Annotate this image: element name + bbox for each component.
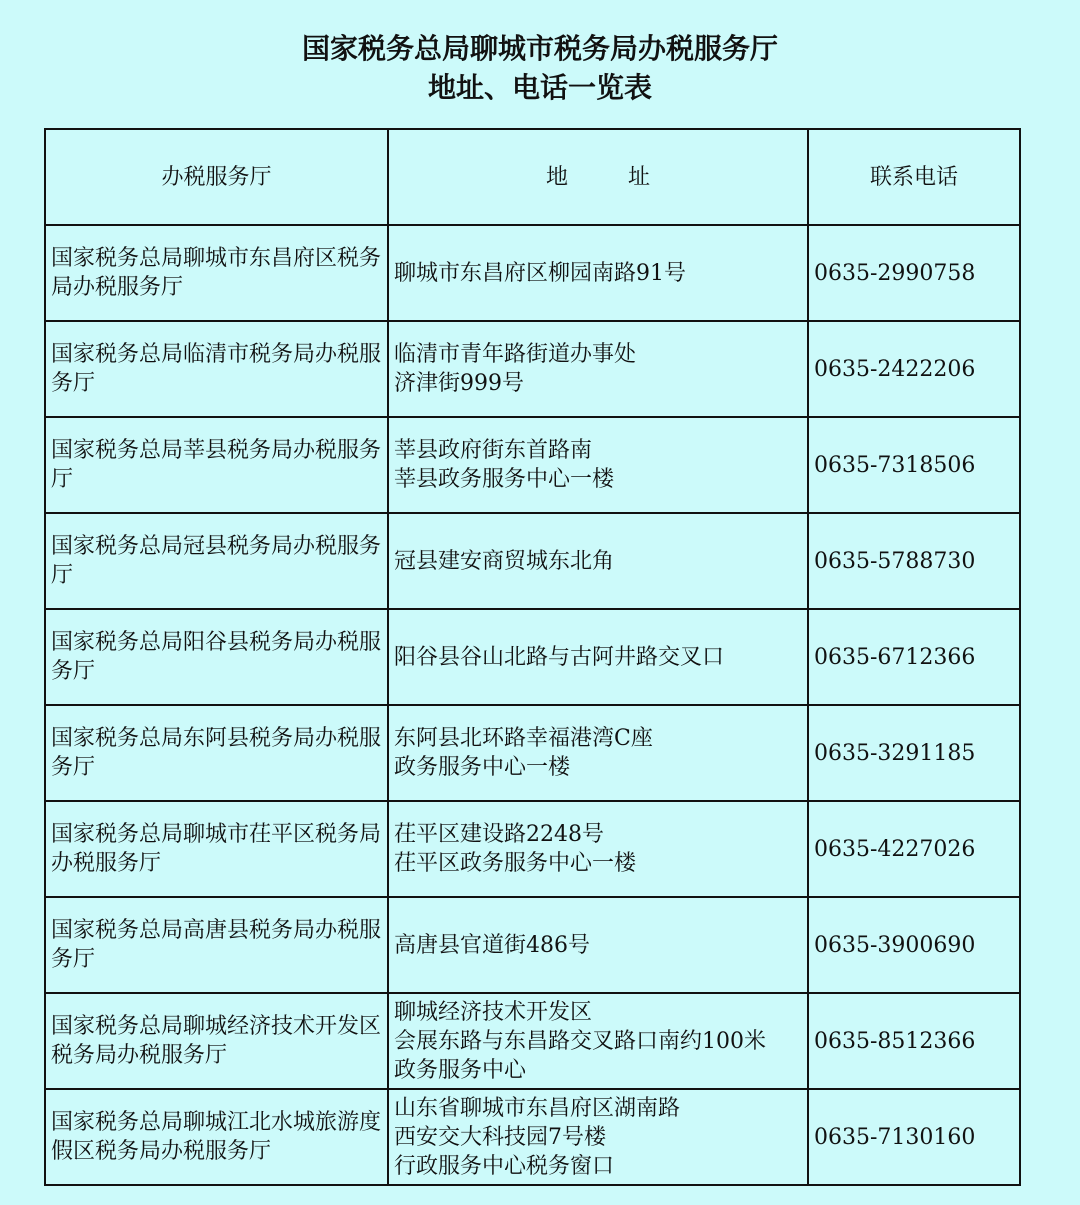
hall-phone: 0635-7318506: [808, 417, 1020, 513]
address-line: 高唐县官道街486号: [394, 932, 590, 958]
hall-phone: 0635-5788730: [808, 513, 1020, 609]
hall-name: 国家税务总局东阿县税务局办税服务厅: [45, 705, 388, 801]
hall-phone: 0635-2422206: [808, 321, 1020, 417]
address-line: 政务服务中心一楼: [394, 755, 571, 780]
hall-address: [388, 321, 808, 417]
address-line: 茌平区建设路2248号: [394, 822, 604, 847]
tax-hall-table: [44, 128, 1021, 1186]
table-row: [45, 609, 1020, 705]
table-row: [45, 897, 1020, 993]
hall-name: 国家税务总局聊城经济技术开发区税务局办税服务厅: [45, 993, 388, 1089]
hall-phone: 0635-2990758: [808, 225, 1020, 321]
hall-name: 国家税务总局聊城江北水城旅游度假区税务局办税服务厅: [45, 1089, 388, 1185]
address-line: 莘县政府街东首路南: [394, 438, 593, 463]
address-line: 聊城市东昌府区柳园南路91号: [394, 260, 686, 286]
hall-address: [388, 897, 808, 993]
page-subtitle: 地址、电话一览表: [427, 71, 652, 104]
address-line: 茌平区政务服务中心一楼: [394, 851, 637, 876]
hall-phone: 0635-8512366: [808, 993, 1020, 1089]
address-line: 政务服务中心: [394, 1057, 527, 1083]
header-phone: 联系电话: [808, 129, 1020, 225]
address-line: 阳谷县谷山北路与古阿井路交叉口: [394, 644, 725, 670]
address-line: 济津街999号: [394, 371, 524, 396]
address-line: 聊城经济技术开发区: [394, 999, 593, 1025]
hall-phone: 0635-6712366: [808, 609, 1020, 705]
address-line: 东阿县北环路幸福港湾C座: [394, 726, 653, 751]
hall-address: [388, 801, 808, 897]
header-address-right: 址: [628, 164, 651, 190]
hall-phone: 0635-3900690: [808, 897, 1020, 993]
hall-address: [388, 513, 808, 609]
header-hall: 办税服务厅: [45, 129, 388, 225]
hall-address: [388, 1089, 808, 1185]
hall-name: 国家税务总局阳谷县税务局办税服务厅: [45, 609, 388, 705]
table-row: [45, 417, 1020, 513]
address-line: 会展东路与东昌路交叉路口南约100米: [394, 1028, 766, 1054]
address-line: 西安交大科技园7号楼: [394, 1124, 606, 1150]
header-address: [388, 129, 808, 225]
hall-name: 国家税务总局莘县税务局办税服务厅: [45, 417, 388, 513]
header-address-left: 地: [545, 164, 568, 190]
table-row: [45, 513, 1020, 609]
hall-address: [388, 993, 808, 1089]
address-line: 冠县建安商贸城东北角: [394, 548, 615, 574]
address-line: 山东省聊城市东昌府区湖南路: [394, 1095, 681, 1121]
hall-address: [388, 417, 808, 513]
page-title: 国家税务总局聊城市税务局办税服务厅: [301, 32, 778, 65]
hall-name: 国家税务总局聊城市茌平区税务局办税服务厅: [45, 801, 388, 897]
address-line: 行政服务中心税务窗口: [394, 1153, 615, 1179]
hall-phone: 0635-7130160: [808, 1089, 1020, 1185]
hall-phone: 0635-3291185: [808, 705, 1020, 801]
table-row: [45, 705, 1020, 801]
hall-address: [388, 705, 808, 801]
hall-name: 国家税务总局临清市税务局办税服务厅: [45, 321, 388, 417]
table-row: [45, 801, 1020, 897]
hall-address: [388, 609, 808, 705]
table-row: [45, 225, 1020, 321]
address-line: 莘县政务服务中心一楼: [394, 467, 615, 492]
hall-name: 国家税务总局冠县税务局办税服务厅: [45, 513, 388, 609]
table-row: [45, 993, 1020, 1089]
table-row: [45, 321, 1020, 417]
hall-name: 国家税务总局高唐县税务局办税服务厅: [45, 897, 388, 993]
table-header-row: [45, 129, 1020, 225]
address-line: 临清市青年路街道办事处: [394, 342, 637, 367]
hall-name: 国家税务总局聊城市东昌府区税务局办税服务厅: [45, 225, 388, 321]
hall-address: [388, 225, 808, 321]
table-row: [45, 1089, 1020, 1185]
hall-phone: 0635-4227026: [808, 801, 1020, 897]
